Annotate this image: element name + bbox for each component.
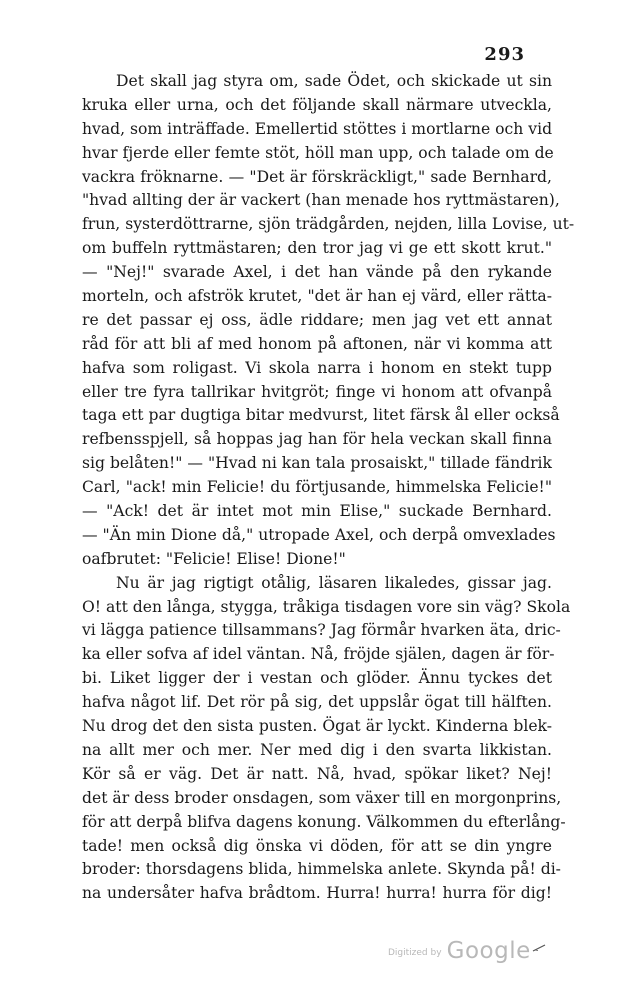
text-line: O! att den långa, stygga, tråkiga tisdagen vore sin väg? Skola — [82, 597, 571, 616]
text-line: morteln, och afströk krutet, "det är han ej värd, eller rätta- — [82, 287, 552, 306]
text-line: "hvad allting der är vackert (han menade hos ryttmästaren), — [82, 191, 560, 210]
text-line: taga ett par dugtiga bitar medvurst, litet färsk ål eller också — [82, 406, 560, 425]
text-line: na allt mer och mer. Ner med dig i den svarta likkistan. — [82, 740, 552, 759]
text-line: Carl, "ack! min Felicie! du förtjusande, himmelska Felicie!" — [82, 478, 552, 497]
text-line: hafva som roligast. Vi skola narra i honom en stekt tupp — [82, 358, 552, 377]
text-line: eller tre fyra tallrikar hvitgröt; finge vi honom att ofvanpå — [82, 382, 552, 401]
text-line: Nu drog det den sista pusten. Ögat är lyckt. Kinderna blek- — [82, 717, 552, 736]
watermark-brand: Google — [446, 938, 531, 964]
text-line: sig belåten!" — "Hvad ni kan tala prosaiskt," tillade fändrik — [82, 454, 552, 473]
text-line: om buffeln ryttmästaren; den tror jag vi ge ett skott krut." — [82, 239, 552, 258]
watermark-prefix: Digitized by — [388, 948, 442, 958]
text-line: det är dess broder onsdagen, som växer till en morgonprins, — [82, 788, 562, 807]
text-line: — "Ack! det är intet mot min Elise," suckade Bernhard. — [82, 502, 552, 521]
text-line: ka eller sofva af idel väntan. Nå, fröjde själen, dagen är för- — [82, 645, 555, 664]
text-line: vi lägga patience tillsammans? Jag förmår hvarken äta, dric- — [82, 621, 561, 640]
text-line: na undersåter hafva brådtom. Hurra! hurra! hurra för dig! — [82, 884, 552, 903]
text-line: bi. Liket ligger der i vestan och glöder. Ännu tyckes det — [82, 669, 552, 688]
text-line: hafva något lif. Det rör på sig, det uppslår ögat till hälften. — [82, 693, 552, 712]
text-line: Det skall jag styra om, sade Ödet, och skickade ut sin — [116, 72, 552, 90]
text-line: råd för att bli af med honom på aftonen, när vi komma att — [82, 334, 552, 353]
text-line: Nu är jag rigtigt otålig, läsaren likaledes, gissar jag. — [116, 573, 552, 592]
text-line: re det passar ej oss, ädle riddare; men jag vet ett annat — [82, 310, 552, 329]
body-text — [82, 70, 575, 906]
text-line: tade! men också dig önska vi döden, för att se din yngre — [82, 836, 552, 855]
text-line: refbensspjell, så hoppas jag han för hela veckan skall finna — [82, 430, 552, 449]
text-line: broder: thorsdagens blida, himmelska anlete. Skynda på! di- — [82, 860, 561, 879]
text-line: kruka eller urna, och det följande skall närmare utveckla, — [82, 95, 552, 114]
text-line: — "Än min Dione då," utropade Axel, och derpå omvexlades — [82, 525, 556, 544]
text-line: — "Nej!" svarade Axel, i det han vände på den rykande — [82, 263, 552, 282]
page-number: 293 — [484, 44, 525, 65]
pen-mark-icon — [532, 944, 546, 952]
text-line: för att derpå blifva dagens konung. Välkommen du efterlång- — [82, 812, 566, 831]
text-line: vackra fröknarne. — "Det är förskräckligt," sade Bernhard, — [82, 167, 552, 186]
text-line: Kör så er väg. Det är natt. Nå, hvad, spökar liket? Nej! — [82, 764, 552, 783]
text-line: frun, systerdöttrarne, sjön trädgården, nejden, lilla Lovise, ut- — [82, 215, 575, 234]
text-line: hvar fjerde eller femte stöt, höll man upp, och talade om de — [82, 143, 554, 162]
text-line: hvad, som inträffade. Emellertid stöttes i mortlarne och vid — [82, 119, 553, 138]
text-line: oafbrutet: "Felicie! Elise! Dione!" — [82, 549, 346, 568]
digitized-watermark — [388, 938, 531, 964]
